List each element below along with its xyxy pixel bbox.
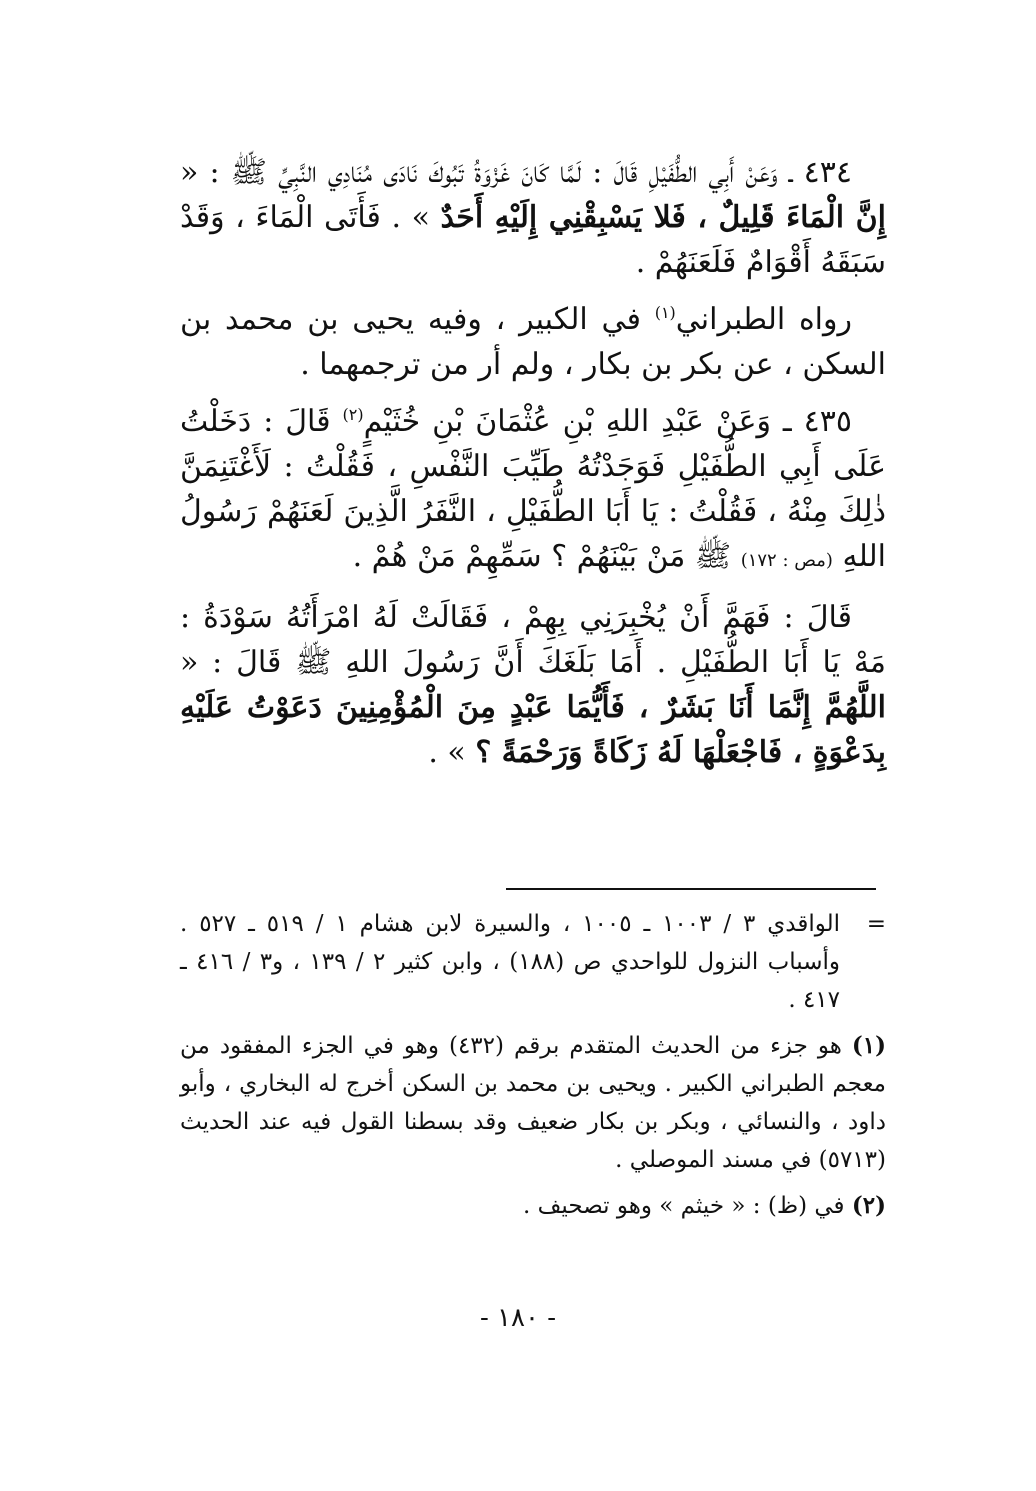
hadith-435-after: قَالَ : دَخَلْتُ عَلَى أَبِي الطُّفَيْلِ فَوَجَدْتُهُ طَيِّبَ النَّفْسِ ، فَقُلْتُ : لَأَغْتَنِمَنَّ ذٰلِكَ مِنْهُ ، فَقُلْتُ : يَا أَبَا الطُّفَيْلِ ، النَّفَرُ الَّذِينَ لَعَنَهُمْ رَسُولُ اللهِ	[180, 404, 886, 574]
hadith-435-cont-quote: اللَّهُمَّ إِنَّمَا أَنَا بَشَرٌ ، فَأَيُّمَا عَبْدٍ مِنَ الْمُؤْمِنِينَ دَعَوْتُ عَلَيْهِ بِدَعْوَةٍ ، فَاجْعَلْهَا لَهُ زَكَاةً وَرَحْمَةً ؟	[180, 690, 886, 770]
hadith-434-quote: إِنَّ الْمَاءَ قَلِيلٌ ، فَلا يَسْبِقْنِي إِلَيْهِ أَحَدٌ	[440, 200, 886, 235]
main-text	[180, 150, 886, 787]
hadith-435-before: ٤٣٥ ـ وَعَنْ عَبْدِ اللهِ بْنِ عُثْمَانَ بْنِ خُثَيْمٍ	[363, 404, 852, 439]
takhrij-434-after: في الكبير ، وفيه يحيى بن محمد بن السكن ، عن بكر بن بكار ، ولم أر من ترجمهما .	[180, 302, 886, 382]
footnote-continuation	[180, 905, 886, 1019]
footnote-mark-2: (٢)	[342, 405, 364, 424]
hadith-434-text-a: ٤٣٤ ـ وَعَنْ أَبِي الطُّفَيْلِ قَالَ : لَمَّا كَانَ غَزْوَةُ تَبُوكَ نَادَى مُنَادِي النَّبِيِّ ﷺ : «	[180, 155, 852, 190]
footnote-1-number: (١)	[851, 1032, 887, 1059]
hadith-435-cont-text-b: » .	[428, 735, 476, 770]
takhrij-434	[180, 297, 886, 387]
manuscript-ref: (مص : ١٧٢)	[740, 550, 833, 571]
hadith-434-text-b: » . فَأَتَى الْمَاءَ ، وَقَدْ سَبَقَهُ أَقْوَامٌ فَلَعَنَهُمْ .	[180, 200, 886, 280]
continuation-mark: =	[866, 911, 886, 937]
hadith-435	[180, 399, 886, 583]
footnote-2	[180, 1187, 886, 1225]
footnote-continuation-text: الواقدي ٣ / ١٠٠٣ ـ ١٠٠٥ ، والسيرة لابن هشام ١ / ٥١٩ ـ ٥٢٧ . وأسباب النزول للواحدي ص (١٨٨) ، وابن كثير ٢ / ١٣٩ ، و٣ / ٤١٦ ـ ٤١٧ .	[180, 911, 841, 1013]
page-number: - ١٨٠ -	[479, 1303, 557, 1333]
footnote-2-text: في (ظ) : « خيثم » وهو تصحيف .	[523, 1193, 845, 1219]
footnote-mark-1: (١)	[654, 303, 676, 322]
hadith-435-continued	[180, 595, 886, 775]
hadith-435-end: ﷺ مَنْ بَيْنَهُمْ ؟ سَمِّهِمْ مَنْ هُمْ .	[352, 539, 732, 574]
footnotes	[180, 905, 886, 1233]
footnote-1	[180, 1027, 886, 1179]
footnote-1-text: هو جزء من الحديث المتقدم برقم (٤٣٢) وهو في الجزء المفقود من معجم الطبراني الكبير . ويحيى بن محمد بن السكن أخرج له البخاري ، وأبو داود ، والنسائي ، وبكر بن بكار ضعيف وقد بسطنا القول فيه عند الحديث (٥٧١٣) في مسند الموصلي .	[180, 1033, 886, 1173]
hadith-434	[180, 150, 886, 285]
hadith-435-cont-text-a: قَالَ : فَهَمَّ أَنْ يُخْبِرَنِي بِهِمْ ، فَقَالَتْ لَهُ امْرَأَتُهُ سَوْدَةُ : مَهْ يَا أَبَا الطُّفَيْلِ . أَمَا بَلَغَكَ أَنَّ رَسُولَ اللهِ ﷺ قَالَ : «	[180, 600, 886, 680]
footnote-separator	[506, 888, 876, 890]
takhrij-434-before: رواه الطبراني	[675, 302, 852, 337]
footnote-2-number: (٢)	[851, 1192, 886, 1219]
